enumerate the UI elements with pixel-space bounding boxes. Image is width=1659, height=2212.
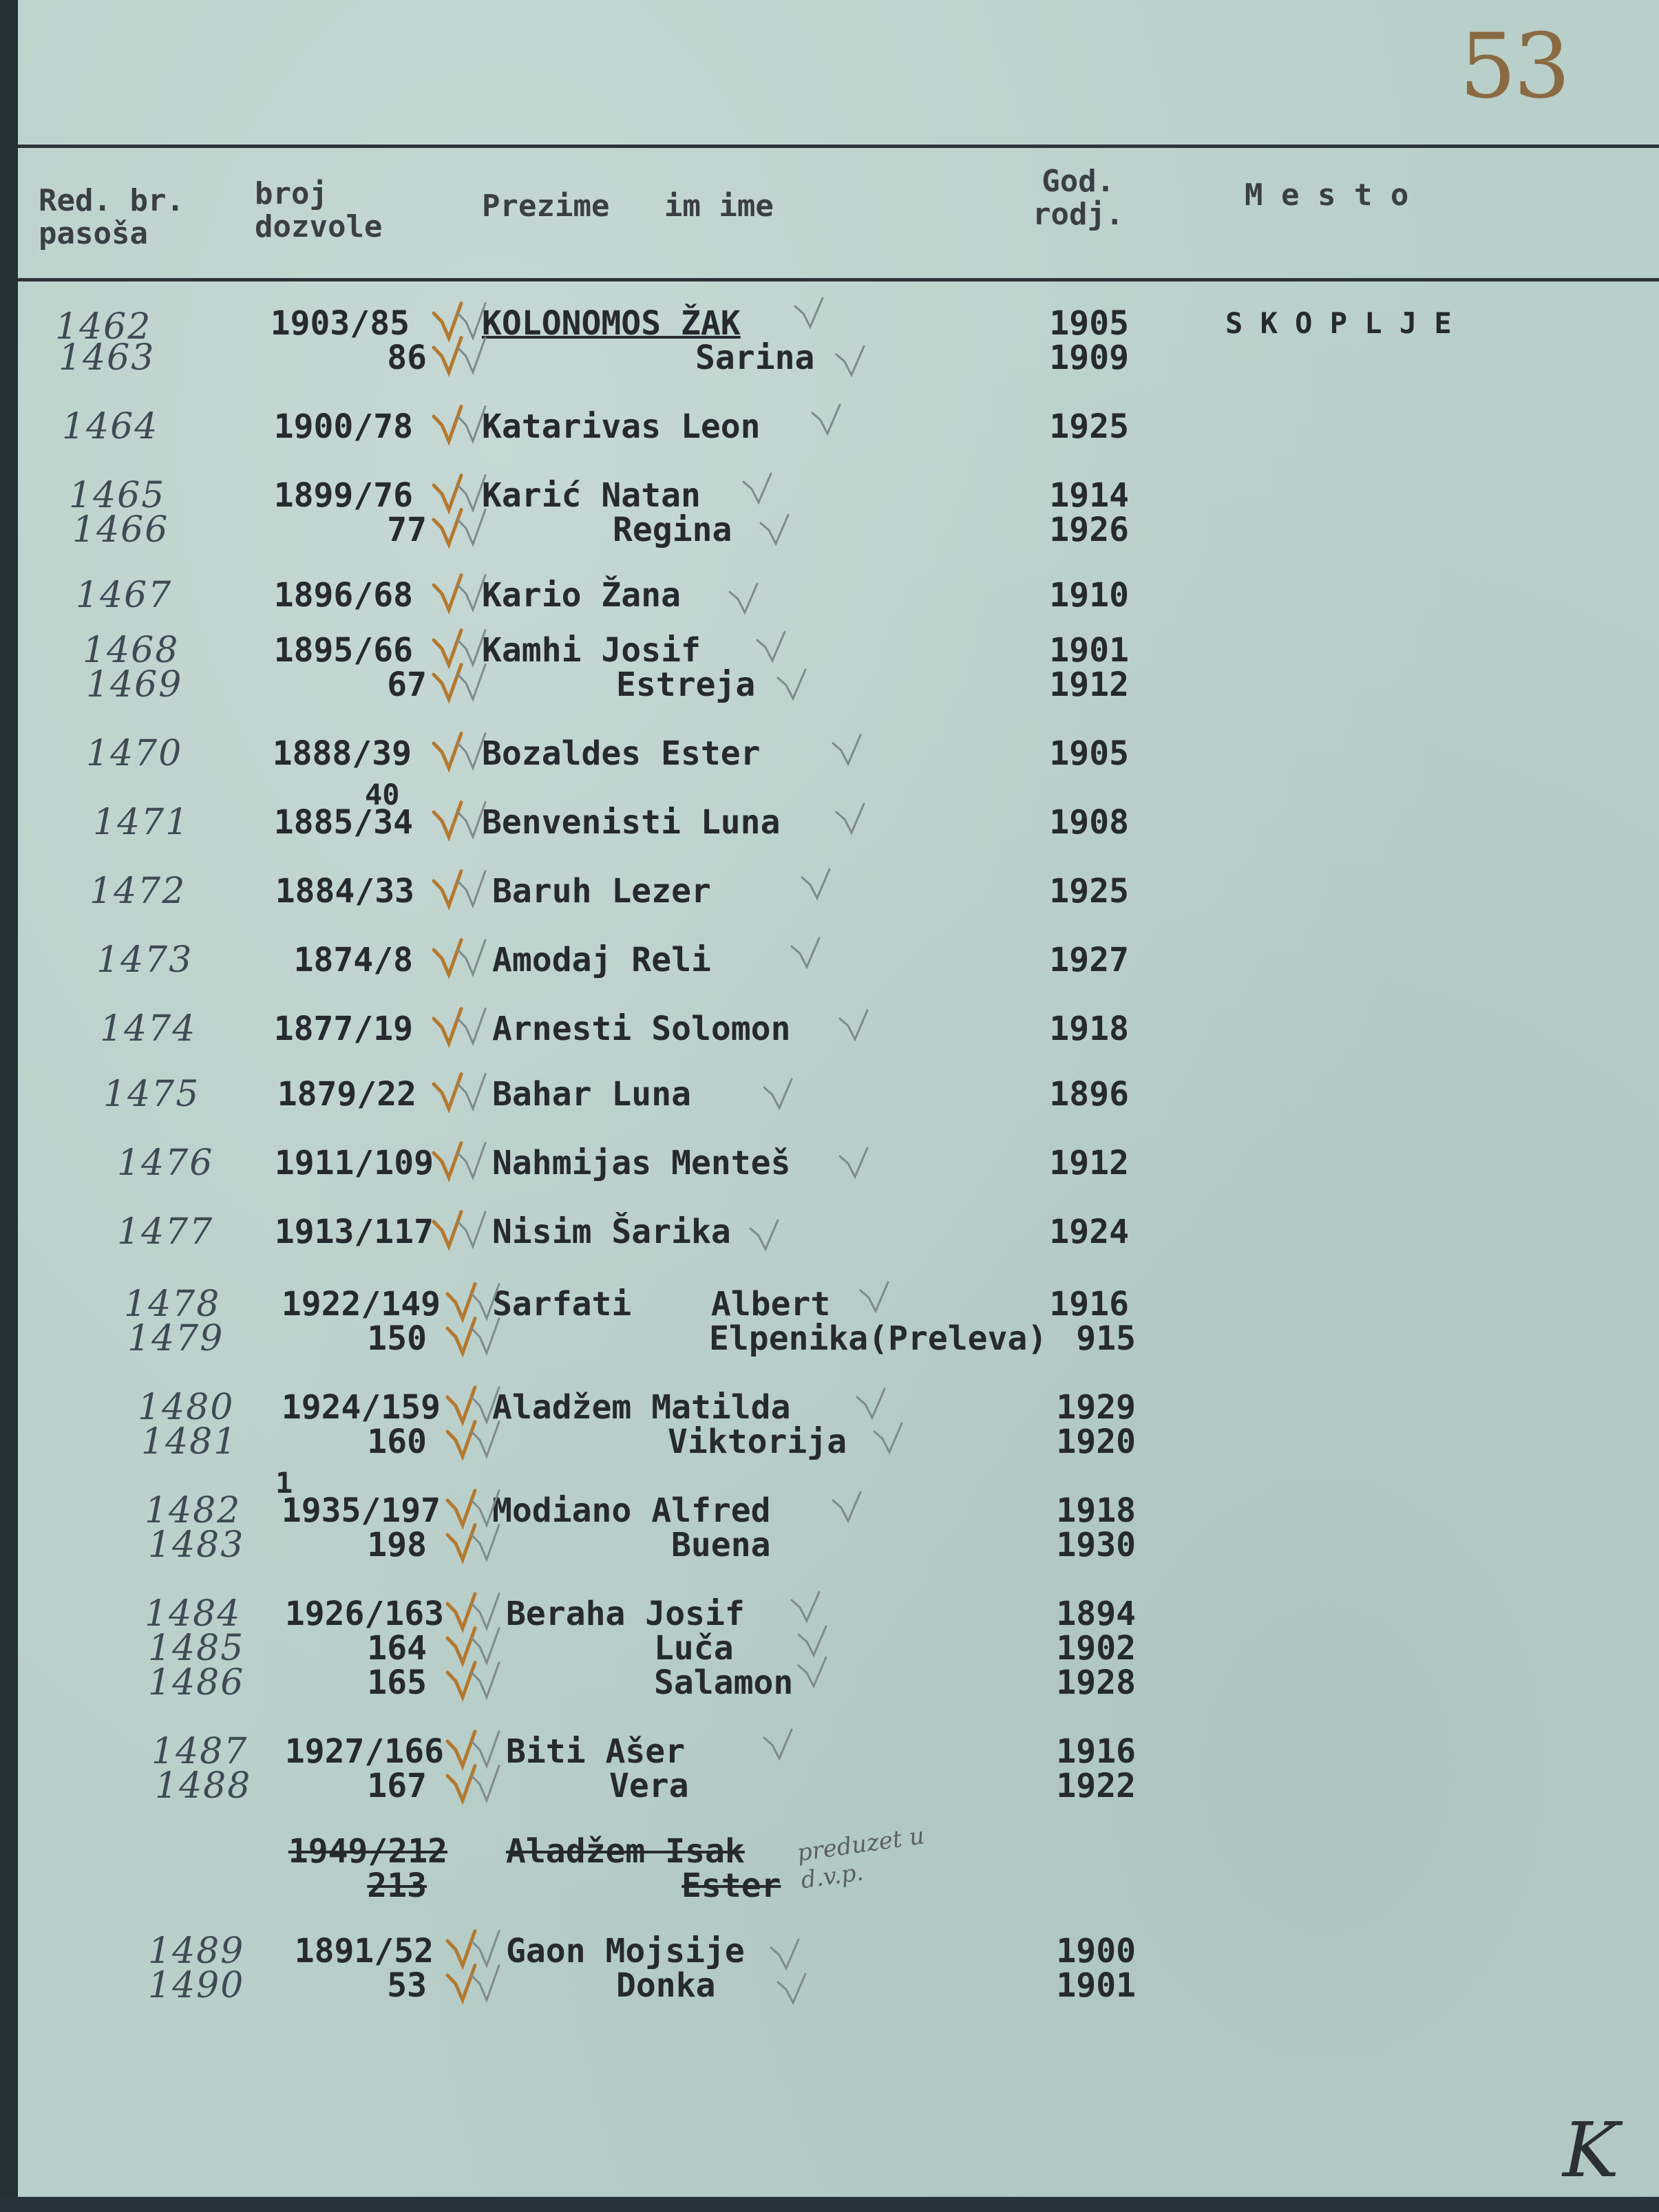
pass-number-handwritten: 1476 xyxy=(117,1142,214,1184)
birth-year: 1909 xyxy=(1049,339,1129,377)
pass-number-handwritten: 1481 xyxy=(141,1421,238,1463)
check-mark xyxy=(472,1663,499,1697)
check-mark xyxy=(447,1319,475,1353)
permit-number: 1913/117 xyxy=(274,1213,434,1251)
birth-year: 1925 xyxy=(1049,872,1129,911)
check-mark xyxy=(434,1143,461,1178)
permit-number: 1879/22 xyxy=(277,1075,416,1114)
person-name: Ester xyxy=(681,1867,781,1905)
person-name: Bahar Luna xyxy=(492,1075,691,1114)
permit-number: 1896/68 xyxy=(273,576,413,615)
check-mark xyxy=(836,804,864,833)
birth-year: 1918 xyxy=(1056,1491,1136,1530)
birth-year: 1927 xyxy=(1049,941,1129,979)
birth-year: 1902 xyxy=(1056,1629,1136,1668)
check-mark xyxy=(434,1074,461,1109)
page-edge xyxy=(0,0,18,2212)
permit-number: 164 xyxy=(367,1629,427,1668)
header-place: M e s t o xyxy=(1245,178,1409,213)
check-mark xyxy=(778,670,805,699)
birth-year: 1929 xyxy=(1056,1388,1136,1427)
pass-number-handwritten: 1488 xyxy=(155,1765,252,1807)
check-mark xyxy=(447,1594,475,1628)
check-mark xyxy=(434,665,461,699)
check-mark xyxy=(434,575,461,610)
pass-number-handwritten: 1489 xyxy=(148,1931,245,1972)
pass-number-handwritten: 1478 xyxy=(124,1284,221,1325)
person-name: Gaon Mojsije xyxy=(506,1932,745,1970)
permit-number: 1900/78 xyxy=(273,407,413,446)
check-mark xyxy=(764,1079,792,1108)
permit-number: 1885/34 xyxy=(273,803,413,842)
birth-year: 915 xyxy=(1076,1319,1136,1358)
permit-number: 150 xyxy=(367,1319,427,1358)
check-mark xyxy=(472,1319,499,1353)
person-name: Karić Natan xyxy=(482,476,701,515)
birth-year: 1928 xyxy=(1056,1663,1136,1702)
check-mark xyxy=(874,1423,902,1452)
person-name: Salamon xyxy=(654,1663,794,1702)
person-name: Sarina xyxy=(695,339,815,377)
check-mark xyxy=(458,510,485,544)
check-mark xyxy=(857,1389,885,1418)
check-mark xyxy=(458,1143,485,1178)
pass-number-handwritten: 1490 xyxy=(148,1965,245,2006)
birth-year: 1914 xyxy=(1049,476,1129,515)
pass-number-handwritten: 1464 xyxy=(62,406,159,447)
permit-number: 1927/166 xyxy=(284,1732,444,1771)
check-mark xyxy=(840,1010,867,1039)
check-mark xyxy=(434,304,461,338)
person-name: Aladžem Isak xyxy=(506,1832,745,1871)
permit-number: 67 xyxy=(387,666,427,704)
check-mark xyxy=(792,938,819,967)
check-mark xyxy=(730,584,757,613)
page-edge-bottom xyxy=(0,2197,1659,2212)
check-mark xyxy=(447,1663,475,1697)
check-mark xyxy=(447,1491,475,1525)
permit-number: 1899/76 xyxy=(273,476,413,515)
person-name: Katarivas Leon xyxy=(482,407,761,446)
person-name: Bozaldes Ester xyxy=(482,734,761,773)
header-pass-number: Red. br. pasoša xyxy=(39,183,184,251)
permit-number: 1888/39 xyxy=(272,734,412,773)
person-name: Modiano Alfred xyxy=(492,1491,771,1530)
check-mark xyxy=(447,1628,475,1663)
pass-number-handwritten: 1472 xyxy=(89,871,187,912)
person-name: Regina xyxy=(613,511,732,549)
check-mark xyxy=(458,1074,485,1109)
permit-number: 1926/163 xyxy=(284,1595,444,1633)
check-mark xyxy=(458,1009,485,1043)
pass-number-handwritten: 1485 xyxy=(148,1628,245,1669)
birth-year: 1930 xyxy=(1056,1526,1136,1564)
birth-year: 1894 xyxy=(1056,1595,1136,1633)
pass-number-handwritten: 1470 xyxy=(86,733,183,774)
check-mark xyxy=(812,405,840,434)
birth-year: 1916 xyxy=(1056,1732,1136,1771)
person-name: Estreja xyxy=(616,666,756,704)
permit-number: 167 xyxy=(367,1767,427,1805)
check-mark xyxy=(458,871,485,906)
pass-number-handwritten: 1474 xyxy=(100,1008,197,1050)
pass-number-handwritten: 1475 xyxy=(103,1074,200,1115)
check-mark xyxy=(472,1525,499,1560)
header-rule-bottom xyxy=(18,278,1659,281)
check-mark xyxy=(743,474,771,502)
birth-year: 1920 xyxy=(1056,1423,1136,1461)
check-mark xyxy=(447,1422,475,1456)
check-mark xyxy=(836,346,864,375)
pass-number-handwritten: 1479 xyxy=(127,1318,224,1359)
pass-number-handwritten: 1466 xyxy=(72,509,169,551)
check-mark xyxy=(434,407,461,441)
check-mark xyxy=(458,304,485,338)
birth-year: 1912 xyxy=(1049,666,1129,704)
permit-number: 86 xyxy=(387,339,427,377)
check-mark xyxy=(447,1284,475,1319)
pass-number-handwritten: 1484 xyxy=(145,1593,242,1635)
person-name: Beraha Josif xyxy=(506,1595,745,1633)
pass-number-handwritten: 1468 xyxy=(83,630,180,671)
person-name: Aladžem Matilda xyxy=(492,1388,791,1427)
check-mark xyxy=(447,1766,475,1800)
header-permit-number: broj dozvole xyxy=(255,176,383,244)
check-mark xyxy=(472,1422,499,1456)
check-mark xyxy=(434,802,461,837)
permit-number: 213 xyxy=(367,1867,427,1905)
permit-number: 1891/52 xyxy=(294,1932,434,1970)
person-name: Baruh Lezer xyxy=(492,872,711,911)
check-mark xyxy=(458,802,485,837)
permit-number: 198 xyxy=(367,1526,427,1564)
person-name: Vera xyxy=(609,1767,689,1805)
permit-number: 53 xyxy=(387,1966,427,2005)
check-mark xyxy=(458,575,485,610)
person-name: Benvenisti Luna xyxy=(482,803,781,842)
check-mark xyxy=(778,1974,805,2003)
permit-number: 1924/159 xyxy=(281,1388,441,1427)
check-mark xyxy=(458,476,485,510)
birth-year: 1910 xyxy=(1049,576,1129,615)
permit-number: 1877/19 xyxy=(273,1010,413,1048)
pass-number-handwritten: 1477 xyxy=(117,1211,214,1253)
check-mark xyxy=(757,632,785,661)
check-mark xyxy=(472,1931,499,1966)
corner-mark: K xyxy=(1563,2106,1620,2194)
check-mark xyxy=(434,1212,461,1246)
person-name: Amodaj Reli xyxy=(492,941,711,979)
birth-year: 1905 xyxy=(1049,734,1129,773)
pass-number-handwritten: 1487 xyxy=(151,1731,249,1772)
birth-year: 1900 xyxy=(1056,1932,1136,1970)
check-mark xyxy=(840,1148,867,1177)
check-mark xyxy=(795,298,823,327)
check-mark xyxy=(447,1525,475,1560)
birth-year: 1896 xyxy=(1049,1075,1129,1114)
birth-year: 1901 xyxy=(1049,631,1129,670)
pass-number-handwritten: 1480 xyxy=(138,1387,235,1428)
permit-number: 1949/212 xyxy=(288,1832,447,1871)
person-name: Kario Žana xyxy=(482,576,681,615)
person-name: Viktorija xyxy=(668,1423,847,1461)
check-mark xyxy=(447,1966,475,2000)
check-mark xyxy=(447,1931,475,1966)
permit-number: 77 xyxy=(387,511,427,549)
permit-number: 1895/66 xyxy=(273,631,413,670)
birth-year: 1926 xyxy=(1049,511,1129,549)
pass-number-handwritten: 1486 xyxy=(148,1662,245,1703)
header-birth-year: God. rodj. xyxy=(1033,164,1124,232)
pass-number-handwritten: 1462 xyxy=(55,306,152,348)
header-name: Prezime im ime xyxy=(482,189,774,224)
check-mark xyxy=(860,1282,888,1311)
person-name: Nisim Šarika xyxy=(492,1213,731,1251)
check-mark xyxy=(434,1009,461,1043)
check-mark xyxy=(764,1730,792,1758)
permit-number: 165 xyxy=(367,1663,427,1702)
header-rule-top xyxy=(18,145,1659,148)
pass-number-handwritten: 1471 xyxy=(93,802,190,843)
check-mark xyxy=(802,869,830,898)
birth-year: 1918 xyxy=(1049,1010,1129,1048)
person-name: Kamhi Josif xyxy=(482,631,701,670)
birth-year: 1912 xyxy=(1049,1144,1129,1182)
check-mark xyxy=(434,630,461,665)
person-name: Luča xyxy=(654,1629,734,1668)
permit-number: 1884/33 xyxy=(275,872,414,911)
permit-number: 1935/197 xyxy=(281,1491,441,1530)
permit-number: 160 xyxy=(367,1423,427,1461)
person-name: Arnesti Solomon xyxy=(492,1010,791,1048)
birth-year: 1908 xyxy=(1049,803,1129,842)
check-mark xyxy=(458,1212,485,1246)
check-mark xyxy=(434,940,461,975)
person-name: Buena xyxy=(671,1526,771,1564)
person-name: Nahmijas Menteš xyxy=(492,1144,791,1182)
check-mark xyxy=(458,665,485,699)
check-mark xyxy=(799,1657,826,1686)
check-mark xyxy=(472,1628,499,1663)
check-mark xyxy=(472,1766,499,1800)
permit-correction: 1 xyxy=(275,1466,293,1500)
pencil-annotation: preduzet u d.v.p. xyxy=(795,1822,927,1895)
check-mark xyxy=(792,1592,819,1621)
pass-number-handwritten: 1463 xyxy=(59,337,156,379)
check-mark xyxy=(799,1626,826,1655)
person-name: KOLONOMOS ŽAK xyxy=(482,304,741,343)
check-mark xyxy=(458,734,485,768)
permit-number: 1911/109 xyxy=(274,1144,434,1182)
pass-number-handwritten: 1482 xyxy=(145,1490,242,1531)
check-mark xyxy=(434,338,461,372)
page-number: 53 xyxy=(1459,14,1568,118)
permit-number: 1922/149 xyxy=(281,1285,441,1323)
check-mark xyxy=(761,515,788,544)
birth-year: 1905 xyxy=(1049,304,1129,343)
check-mark xyxy=(472,1732,499,1766)
pass-number-handwritten: 1473 xyxy=(96,939,193,981)
birth-year: 1922 xyxy=(1056,1767,1136,1805)
pass-number-handwritten: 1469 xyxy=(86,664,183,705)
check-mark xyxy=(447,1732,475,1766)
person-name: Elpenika(Preleva) xyxy=(709,1319,1048,1358)
person-name: Donka xyxy=(616,1966,716,2005)
pass-number-handwritten: 1483 xyxy=(148,1524,245,1566)
pass-number-handwritten: 1467 xyxy=(76,575,173,616)
check-mark xyxy=(434,476,461,510)
check-mark xyxy=(472,1966,499,2000)
check-mark xyxy=(472,1594,499,1628)
check-mark xyxy=(833,735,860,764)
check-mark xyxy=(458,940,485,975)
check-mark xyxy=(458,338,485,372)
person-name: Sarfati Albert xyxy=(492,1285,831,1323)
check-mark xyxy=(750,1220,778,1249)
birth-year: 1901 xyxy=(1056,1966,1136,2005)
check-mark xyxy=(771,1939,799,1968)
check-mark xyxy=(833,1492,860,1521)
birth-year: 1925 xyxy=(1049,407,1129,446)
pass-number-handwritten: 1465 xyxy=(69,475,166,516)
check-mark xyxy=(434,734,461,768)
permit-number: 1903/85 xyxy=(270,304,410,343)
place: S K O P L J E xyxy=(1225,306,1452,340)
permit-number: 1874/8 xyxy=(293,941,413,979)
birth-year: 1924 xyxy=(1049,1213,1129,1251)
check-mark xyxy=(458,407,485,441)
birth-year: 1916 xyxy=(1049,1285,1129,1323)
check-mark xyxy=(434,510,461,544)
check-mark xyxy=(447,1387,475,1422)
check-mark xyxy=(434,871,461,906)
person-name: Biti Ašer xyxy=(506,1732,686,1771)
check-mark xyxy=(458,630,485,665)
permit-correction: 40 xyxy=(365,778,400,811)
